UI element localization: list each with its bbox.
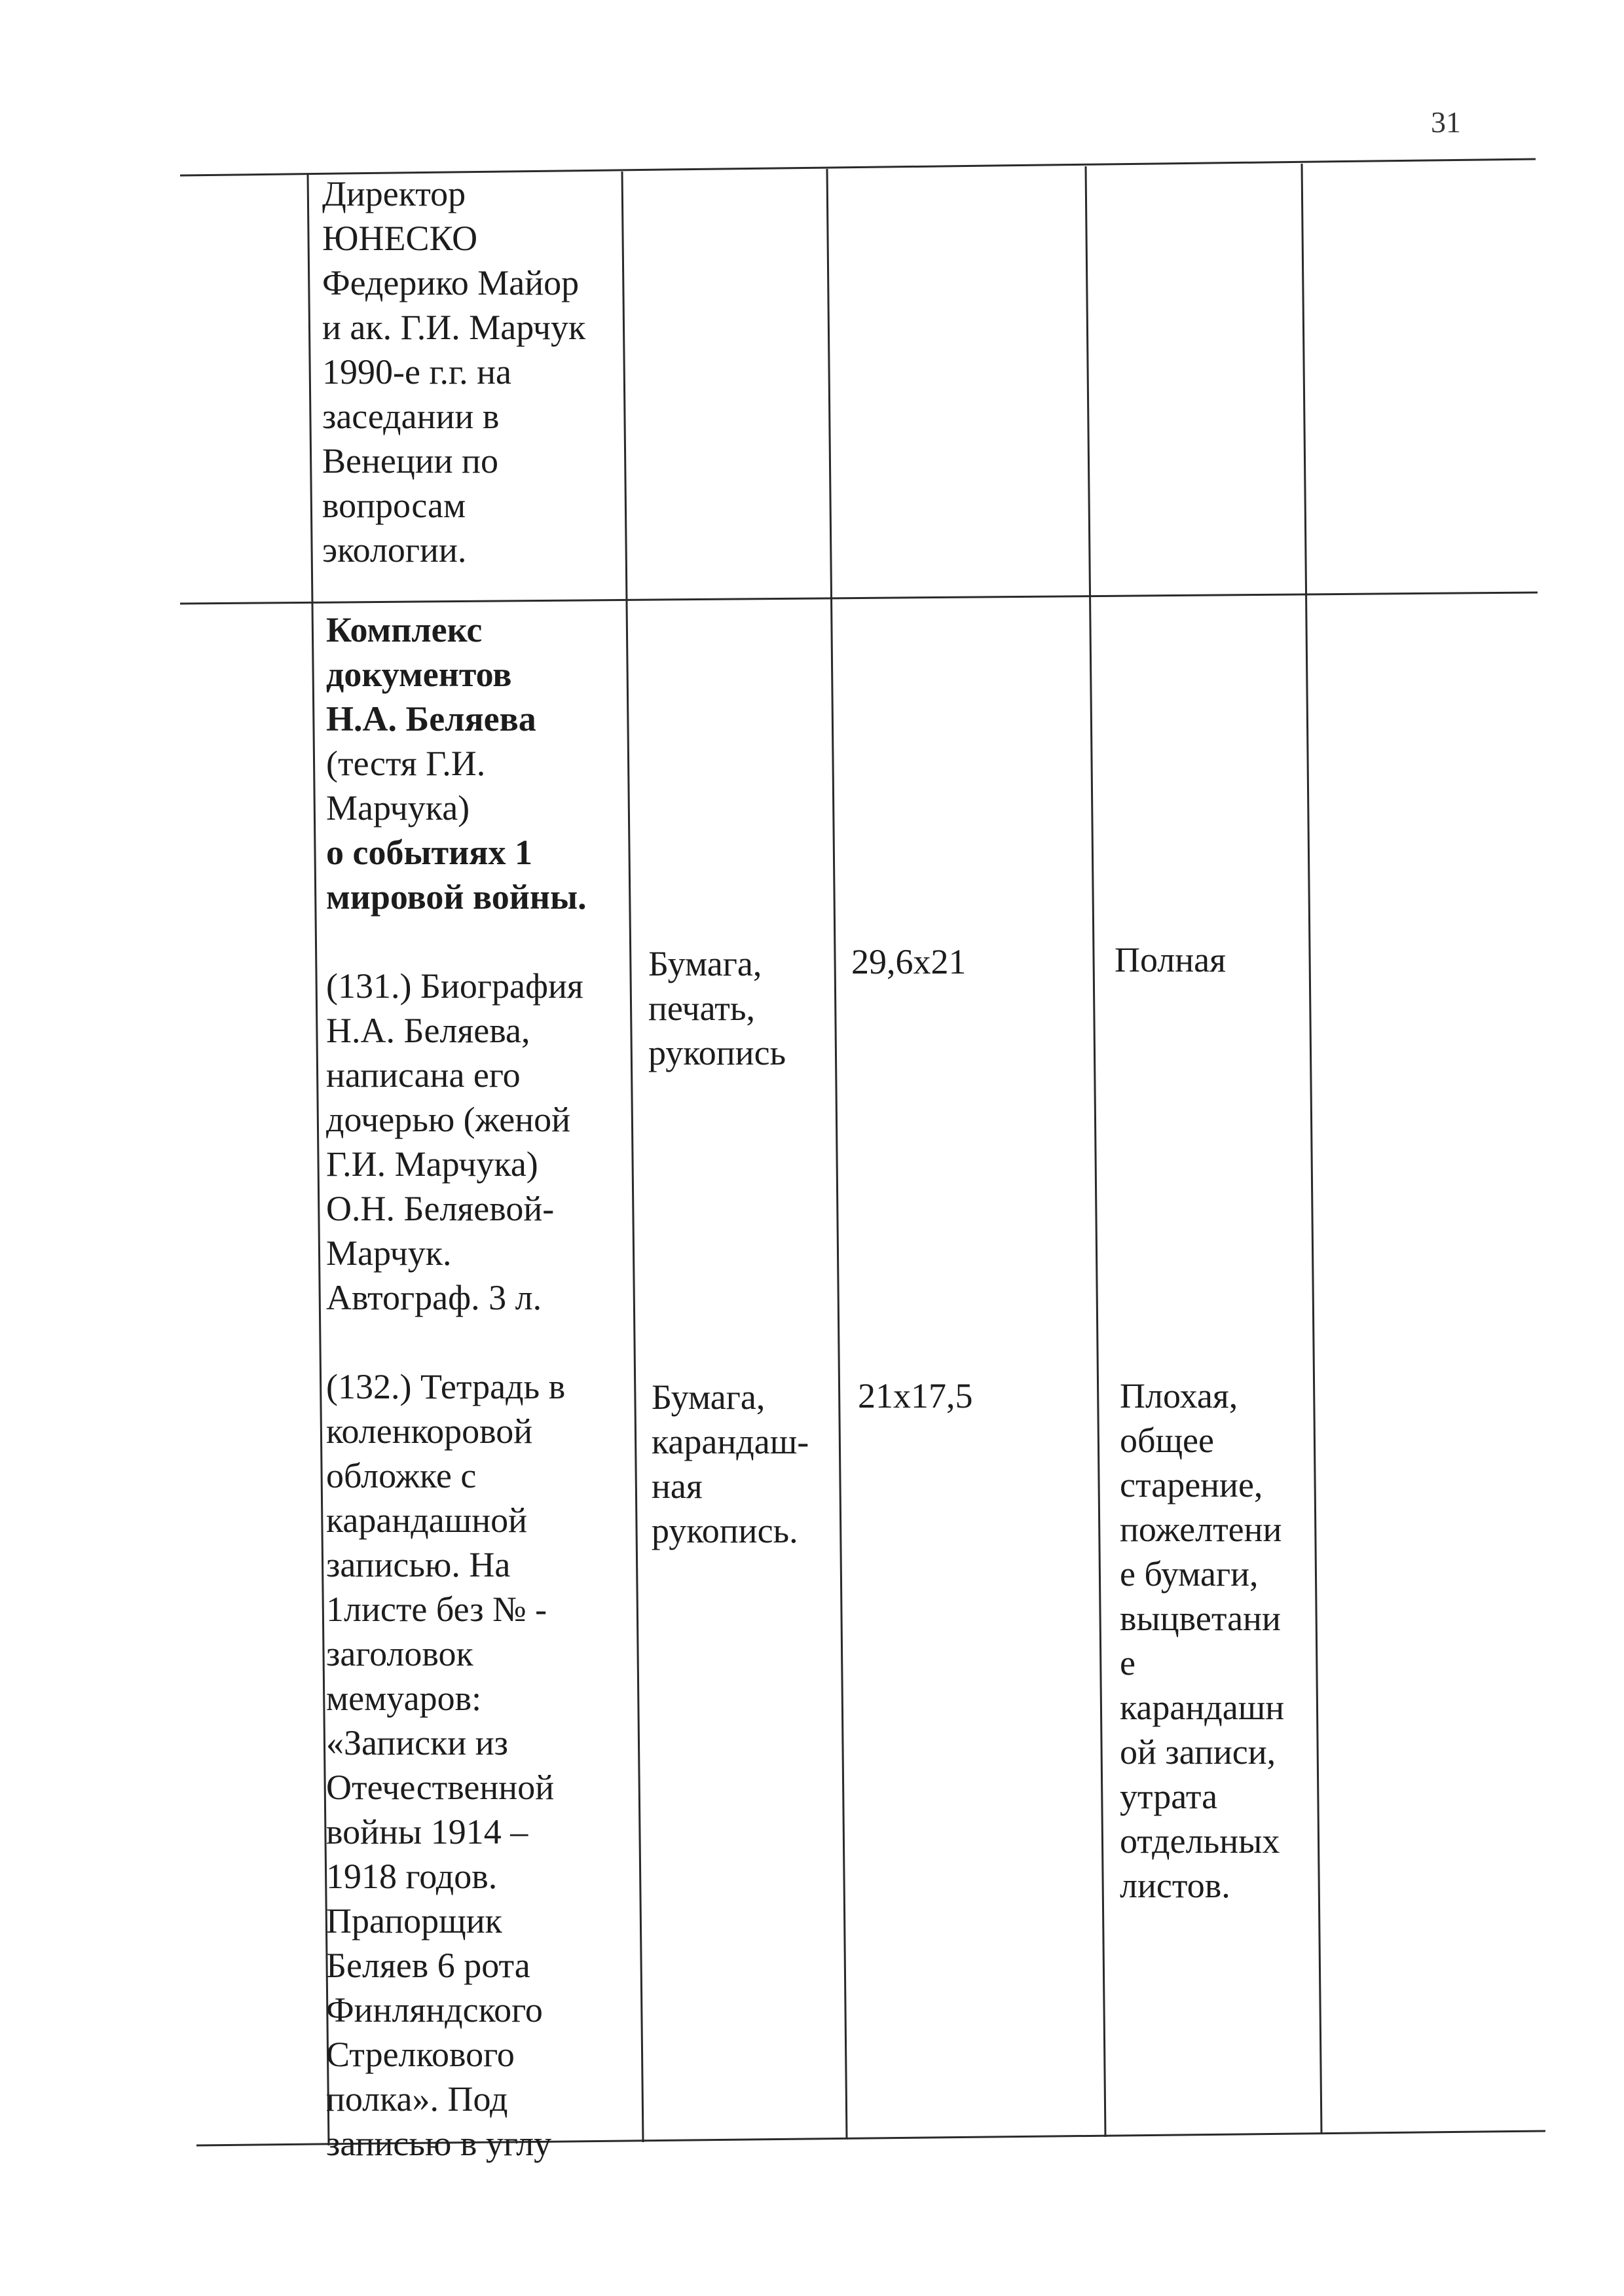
item-132-line: (132.) Тетрадь в [326,1367,566,1406]
item-132-line: карандашной [326,1501,528,1540]
row1-description-line: Федерико Майор [322,263,580,302]
material-line: рукопись. [652,1511,798,1550]
item-131-line: (131.) Биография [326,966,583,1006]
item-131-line: написана его [326,1055,521,1095]
row2-heading-line: о событиях 1 [326,833,532,872]
condition-line: утрата [1120,1777,1218,1816]
row2-heading-note-line: (тестя Г.И. [326,744,486,783]
condition-line: Плохая, [1120,1376,1238,1415]
condition-line: листов. [1120,1866,1230,1905]
item-132-line: заголовок [326,1634,473,1673]
condition-line: общее [1120,1421,1214,1460]
row2-heading-line: Н.А. Беляева [326,699,536,738]
row1-description-line: 1990-е г.г. на [322,352,511,392]
item-132-line: обложке с [326,1456,477,1495]
item-132-line: полка». Под [326,2079,508,2119]
item-132-condition [1120,1374,1284,1908]
row2-description [326,608,587,2166]
row1-description-line: экологии. [322,530,467,570]
item-131-line: дочерью (женой [326,1100,571,1139]
condition-line: карандашн [1120,1688,1285,1727]
row1-description-line: ЮНЕСКО [322,219,478,258]
item-132-line: записью. На [326,1545,511,1584]
column-line-5 [1302,164,1321,2134]
column-line-4 [1086,166,1105,2137]
row1-description-line: Директор [322,174,466,213]
row1-description-line: и ак. Г.И. Марчук [322,308,586,347]
item-131-material [648,941,786,1075]
condition-line: отдельных [1120,1821,1280,1861]
item-131-size: 29,6x21 [851,942,967,981]
material-line: карандаш- [652,1422,809,1461]
row2-heading-line: документов [326,655,512,694]
page-number: 31 [1431,105,1461,139]
row1-description-line: вопросам [322,486,466,525]
condition-line: пожелтени [1120,1510,1282,1549]
material-line: Бумага, [648,944,762,983]
row1-description [322,172,585,572]
item-132-line: «Записки из [326,1723,508,1762]
column-line-3 [827,169,847,2140]
material-line: печать, [648,989,755,1028]
item-132-line: Стрелкового [326,2035,515,2074]
row1-description-line: заседании в [322,397,500,436]
item-132-line: Беляев 6 рота [326,1946,530,1985]
item-132-line: 1918 годов. [326,1857,498,1896]
item-132-material [652,1375,809,1553]
condition-line: е [1120,1643,1135,1683]
column-line-2 [622,172,643,2142]
row-divider [180,592,1538,604]
item-131-condition: Полная [1115,940,1226,979]
item-132-line: записью в углу [326,2124,552,2163]
material-line: ная [652,1467,703,1506]
item-131-line: Автограф. 3 л. [326,1278,542,1317]
row1-description-line: Венеции по [322,441,498,481]
item-132-line: Отечественной [326,1768,555,1807]
material-line: Бумага, [652,1377,766,1417]
material-line: рукопись [648,1033,786,1072]
item-131-line: Н.А. Беляева, [326,1011,530,1050]
item-132-line: войны 1914 – [326,1812,528,1851]
item-132-line: 1листе без № - [326,1590,547,1629]
row2-heading-line: мировой войны. [326,877,587,917]
item-132-line: Прапорщик [326,1901,502,1941]
item-132-line: коленкоровой [326,1412,533,1451]
item-131-description [326,964,587,1320]
row2-heading-note-line: Марчука) [326,788,470,828]
condition-line: выцветани [1120,1599,1281,1638]
item-132-line: мемуаров: [326,1679,482,1718]
item-131-line: Марчук. [326,1233,452,1273]
item-132-size: 21x17,5 [858,1376,973,1415]
item-132-line: Финляндского [326,1990,543,2030]
item-131-line: Г.И. Марчука) [326,1144,538,1184]
condition-line: ой записи, [1120,1732,1276,1772]
item-131-line: О.Н. Беляевой- [326,1189,555,1228]
condition-line: е бумаги, [1120,1554,1259,1594]
row2-heading-line: Комплекс [326,610,483,649]
item-132-description [326,1364,587,2166]
condition-line: старение, [1120,1465,1263,1504]
